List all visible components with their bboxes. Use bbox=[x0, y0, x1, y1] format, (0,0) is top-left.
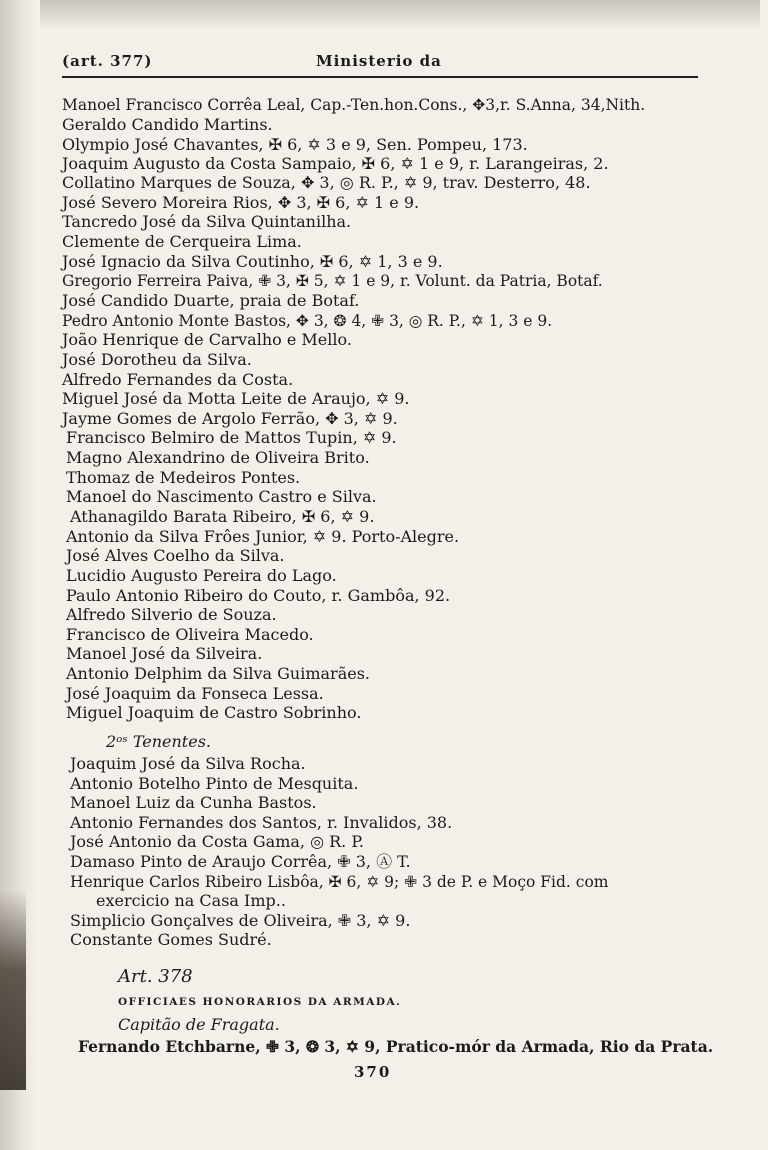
list-item: Henrique Carlos Ribeiro Lisbôa, ✠ 6, ✡ 9; ✙ 3 de P. e Moço Fid. com bbox=[70, 873, 609, 891]
list-item: Olympio José Chavantes, ✠ 6, ✡ 3 e 9, Sen. Pompeu, 173. bbox=[62, 135, 528, 154]
header-title: Ministerio da bbox=[316, 52, 442, 70]
list-item-continuation: exercicio na Casa Imp.. bbox=[96, 891, 286, 910]
list-item: Alfredo Silverio de Souza. bbox=[66, 605, 277, 624]
header-article-ref: (art. 377) bbox=[62, 52, 153, 70]
list-item: Clemente de Cerqueira Lima. bbox=[62, 232, 302, 251]
list-item: Fernando Etchbarne, ✙ 3, ❂ 3, ✡ 9, Pratico-mór da Armada, Rio da Prata. bbox=[78, 1037, 714, 1056]
list-item: Magno Alexandrino de Oliveira Brito. bbox=[66, 448, 370, 467]
list-item: Antonio da Silva Frôes Junior, ✡ 9. Porto-Alegre. bbox=[66, 527, 460, 546]
top-bleed bbox=[40, 0, 760, 30]
list-item: Francisco Belmiro de Mattos Tupin, ✡ 9. bbox=[66, 428, 397, 447]
list-item: Alfredo Fernandes da Costa. bbox=[62, 370, 294, 389]
rank-heading: Capitão de Fragata. bbox=[118, 1015, 280, 1034]
article-heading: Art. 378 bbox=[118, 966, 193, 987]
section-heading-tenentes: 2ᵒˢ Tenentes. bbox=[106, 732, 211, 751]
list-item: José Alves Coelho da Silva. bbox=[66, 546, 285, 565]
list-item: Antonio Fernandes dos Santos, r. Invalidos, 38. bbox=[70, 813, 453, 832]
list-item: Tancredo José da Silva Quintanilha. bbox=[62, 212, 352, 231]
list-item: Antonio Botelho Pinto de Mesquita. bbox=[70, 774, 359, 793]
list-item: Lucidio Augusto Pereira do Lago. bbox=[66, 566, 337, 585]
list-item: Francisco de Oliveira Macedo. bbox=[66, 625, 314, 644]
list-item: José Candido Duarte, praia de Botaf. bbox=[62, 291, 360, 310]
list-item: Manoel Francisco Corrêa Leal, Cap.-Ten.hon.Cons., ✥3,r. S.Anna, 34,Nith. bbox=[62, 96, 646, 114]
section-heading-officiaes: OFFICIAES HONORARIOS DA ARMADA. bbox=[118, 996, 402, 1008]
list-item: José Antonio da Costa Gama, ◎ R. P. bbox=[70, 832, 364, 851]
list-item: Miguel José da Motta Leite de Araujo, ✡ 9. bbox=[62, 389, 410, 408]
list-item: José Dorotheu da Silva. bbox=[62, 350, 252, 369]
list-item: Joaquim Augusto da Costa Sampaio, ✠ 6, ✡ 1 e 9, r. Larangeiras, 2. bbox=[62, 154, 609, 173]
list-item: Paulo Antonio Ribeiro do Couto, r. Gambôa, 92. bbox=[66, 586, 451, 605]
header-rule bbox=[62, 76, 698, 78]
list-item: Miguel Joaquim de Castro Sobrinho. bbox=[66, 703, 362, 722]
page-stain bbox=[0, 890, 26, 1090]
list-item: João Henrique de Carvalho e Mello. bbox=[62, 330, 352, 349]
list-item: José Severo Moreira Rios, ✥ 3, ✠ 6, ✡ 1 e 9. bbox=[62, 193, 420, 212]
list-item: Antonio Delphim da Silva Guimarães. bbox=[66, 664, 370, 683]
list-item: Constante Gomes Sudré. bbox=[70, 930, 272, 949]
list-item: Joaquim José da Silva Rocha. bbox=[70, 754, 306, 773]
list-item: Thomaz de Medeiros Pontes. bbox=[66, 468, 301, 487]
list-item: Geraldo Candido Martins. bbox=[62, 115, 273, 134]
list-item: Manoel do Nascimento Castro e Silva. bbox=[66, 487, 377, 506]
list-item: Simplicio Gonçalves de Oliveira, ✙ 3, ✡ 9. bbox=[70, 911, 411, 930]
list-item: Pedro Antonio Monte Bastos, ✥ 3, ❂ 4, ✙ 3, ◎ R. P., ✡ 1, 3 e 9. bbox=[62, 312, 553, 330]
page-number: 370 bbox=[354, 1063, 392, 1081]
list-item: Gregorio Ferreira Paiva, ✙ 3, ✠ 5, ✡ 1 e 9, r. Volunt. da Patria, Botaf. bbox=[62, 272, 603, 290]
list-item: Manoel José da Silveira. bbox=[66, 644, 263, 663]
page-edge-shadow bbox=[0, 0, 36, 1150]
list-item: José Joaquim da Fonseca Lessa. bbox=[66, 684, 324, 703]
list-item: Damaso Pinto de Araujo Corrêa, ✙ 3, Ⓐ T. bbox=[70, 852, 411, 871]
list-item: José Ignacio da Silva Coutinho, ✠ 6, ✡ 1, 3 e 9. bbox=[62, 252, 443, 271]
list-item: Jayme Gomes de Argolo Ferrão, ✥ 3, ✡ 9. bbox=[62, 409, 398, 428]
list-item: Manoel Luiz da Cunha Bastos. bbox=[70, 793, 317, 812]
running-header bbox=[62, 52, 692, 74]
list-item: Collatino Marques de Souza, ✥ 3, ◎ R. P., ✡ 9, trav. Desterro, 48. bbox=[62, 173, 591, 192]
list-item: Athanagildo Barata Ribeiro, ✠ 6, ✡ 9. bbox=[70, 507, 375, 526]
